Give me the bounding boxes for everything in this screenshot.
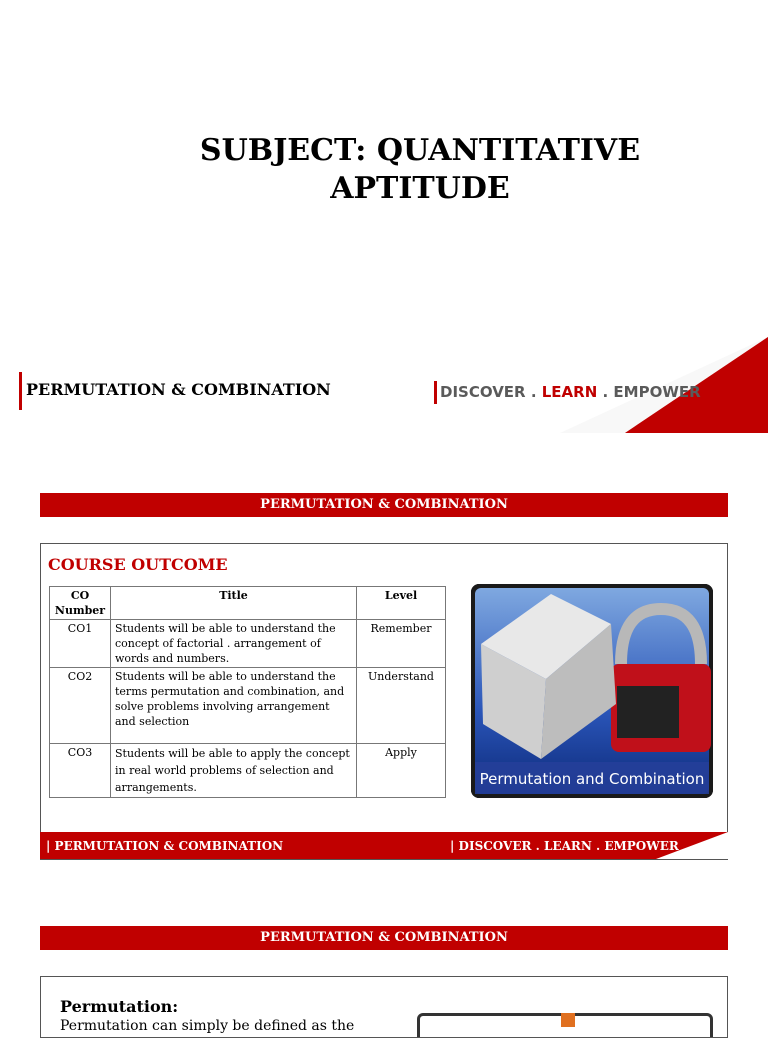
tagline-learn: LEARN xyxy=(541,383,598,401)
table-row xyxy=(50,744,446,798)
corner-red-triangle xyxy=(0,0,768,433)
permutation-heading: Permutation: xyxy=(60,997,179,1016)
tagline xyxy=(440,383,701,401)
slide-header: PERMUTATION & COMBINATION xyxy=(40,493,728,517)
column-header-co-number: CO Number xyxy=(50,587,111,620)
subject-title-line1: SUBJECT: QUANTITATIVE xyxy=(199,133,641,168)
topic-label: PERMUTATION & COMBINATION xyxy=(26,380,331,399)
cube-lock-picture xyxy=(471,584,713,798)
co-title-cell: Students will be able to understand the terms permutation and combination, and solve problems involving arrangement and selection xyxy=(111,668,357,744)
co-level-cell: Remember xyxy=(357,620,446,668)
footer-topic: | PERMUTATION & COMBINATION xyxy=(46,839,284,853)
co-level-cell: Apply xyxy=(357,744,446,798)
footer-tagline: | DISCOVER . LEARN . EMPOWER xyxy=(450,839,679,853)
subject-title xyxy=(150,132,690,208)
image-caption: Permutation and Combination xyxy=(479,770,705,788)
slide-header: PERMUTATION & COMBINATION xyxy=(40,926,728,950)
course-outcome-table xyxy=(49,586,446,798)
column-header-level: Level xyxy=(357,587,446,620)
left-accent-bar xyxy=(19,372,22,410)
column-header-title: Title xyxy=(111,587,357,620)
table-header-row xyxy=(50,587,446,620)
permutation-combination-illustration xyxy=(471,584,713,798)
permutation-slide xyxy=(0,900,768,1034)
right-accent-bar xyxy=(434,381,437,404)
course-outcome-heading: COURSE OUTCOME xyxy=(48,555,228,574)
table-row xyxy=(50,668,446,744)
footer-wedge xyxy=(648,832,728,859)
tagline-discover: DISCOVER . xyxy=(440,383,542,401)
co-number-cell: CO1 xyxy=(50,620,111,668)
tagline-empower: . EMPOWER xyxy=(597,383,701,401)
course-outcome-slide xyxy=(0,470,768,890)
co-number-cell: CO2 xyxy=(50,668,111,744)
co-number-cell: CO3 xyxy=(50,744,111,798)
slide-frame xyxy=(40,976,728,1038)
co-level-cell: Understand xyxy=(357,668,446,744)
subject-title-line2: APTITUDE xyxy=(330,171,510,206)
table-row xyxy=(50,620,446,668)
permutation-definition: Permutation can simply be defined as the xyxy=(60,1018,355,1034)
slide-footer xyxy=(40,832,728,859)
illustration-accent xyxy=(561,1013,575,1027)
co-title-cell: Students will be able to understand the concept of factorial . arrangement of words and numbers. xyxy=(111,620,357,668)
slide-frame xyxy=(40,543,728,860)
co-title-cell: Students will be able to apply the concept in real world problems of selection and arrangements. xyxy=(111,744,357,798)
title-slide xyxy=(0,0,768,433)
